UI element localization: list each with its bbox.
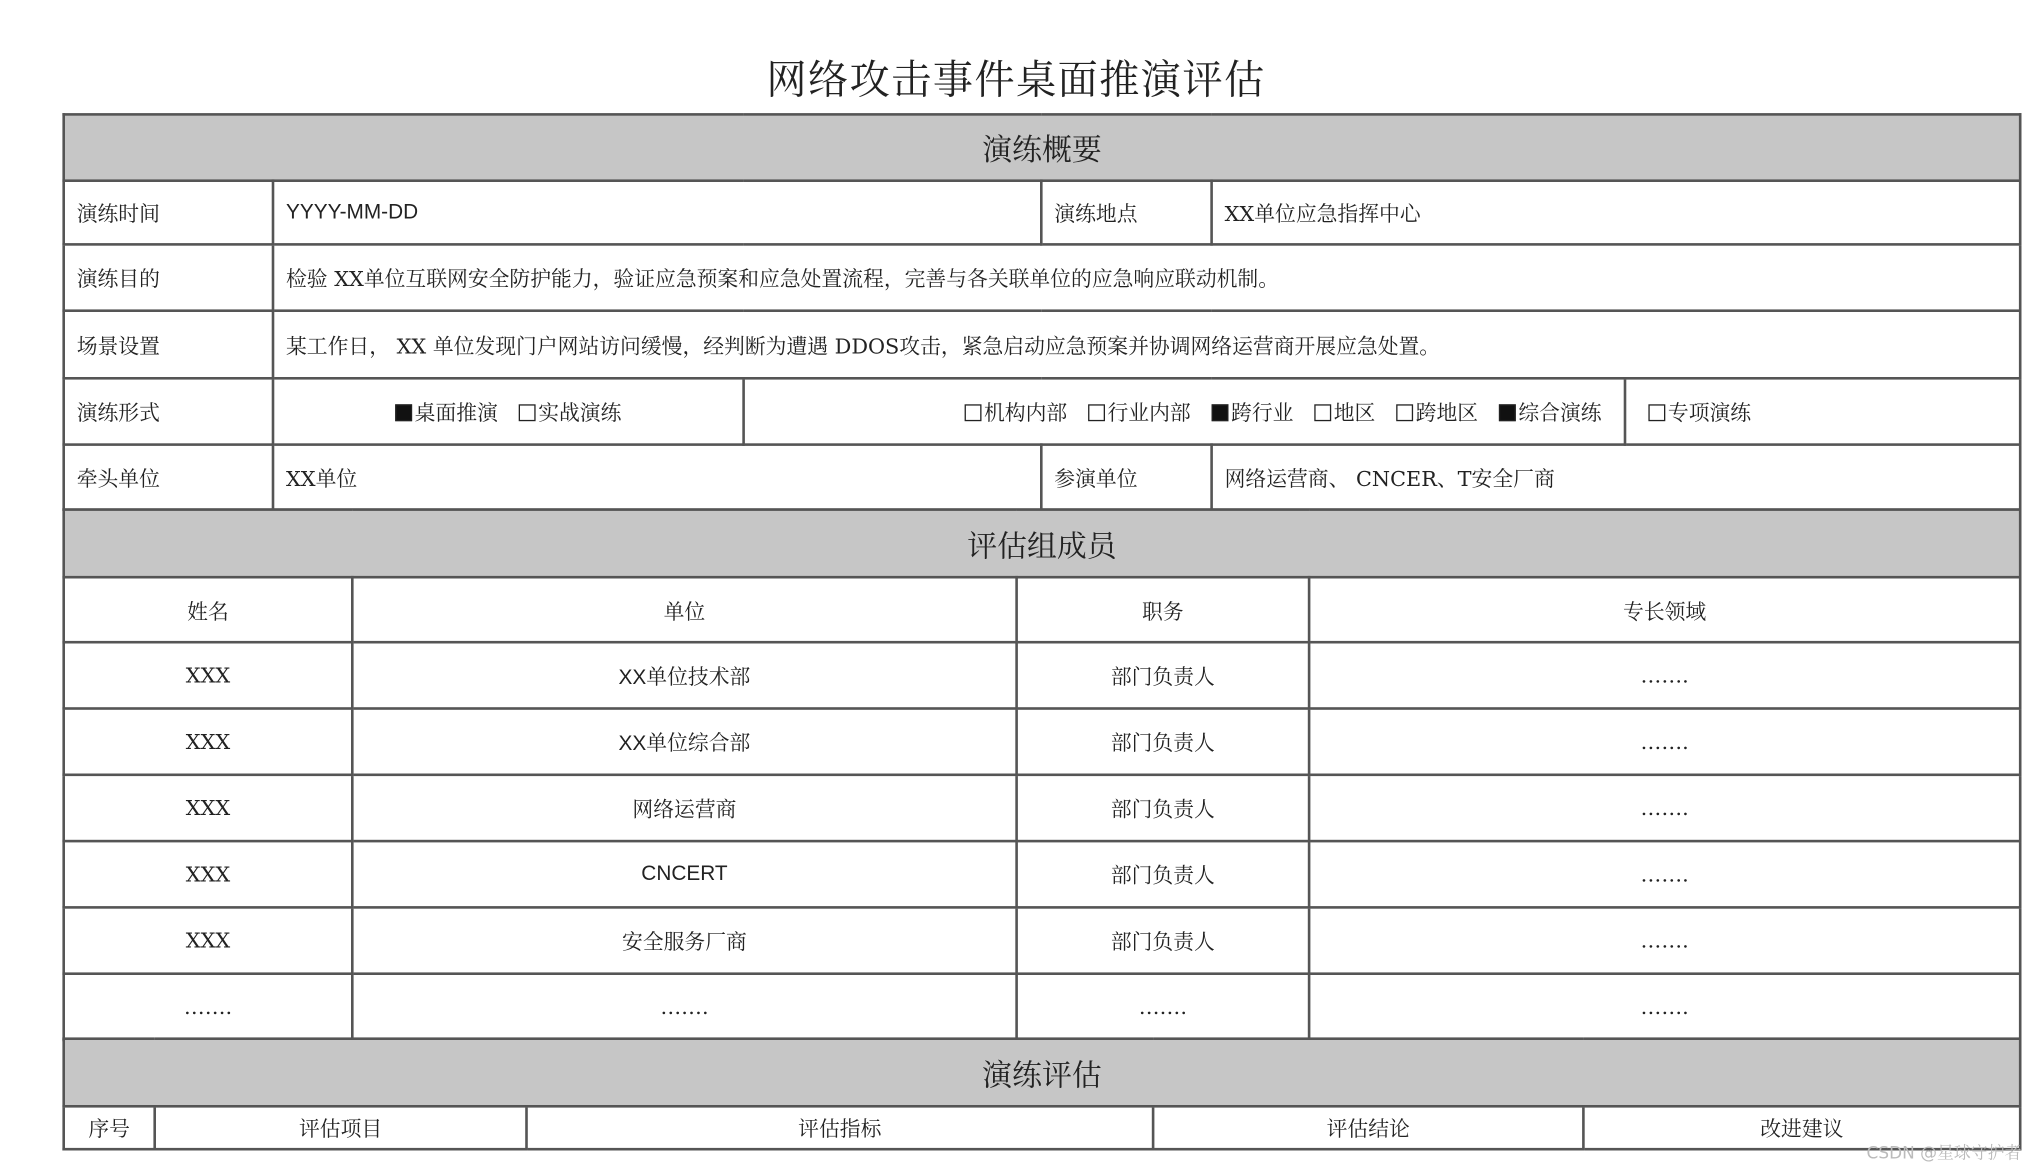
col-conclusion: 评估结论 — [1153, 1106, 1583, 1149]
col-position: 职务 — [1017, 577, 1310, 642]
scenario-label: 场景设置 — [64, 311, 273, 379]
member-unit: CNCERT — [352, 841, 1016, 907]
col-suggestion: 改进建议 — [1583, 1106, 2020, 1149]
purpose-label: 演练目的 — [64, 244, 273, 310]
member-name: XXX — [64, 907, 353, 973]
member-position: 部门负责人 — [1017, 709, 1310, 775]
place-value: XX单位应急指挥中心 — [1212, 181, 2021, 245]
table-row — [64, 907, 2021, 973]
table-row — [64, 974, 2021, 1040]
lead-value: XX单位 — [273, 445, 1041, 510]
form-group-kind — [1625, 378, 2020, 444]
form-option[interactable] — [519, 400, 622, 425]
members-table — [62, 508, 2021, 1041]
member-position: 部门负责人 — [1017, 642, 1310, 708]
member-expertise: ……. — [1309, 642, 2020, 708]
col-item: 评估项目 — [155, 1106, 527, 1149]
checkbox-icon[interactable] — [519, 404, 536, 421]
form-option[interactable] — [1396, 400, 1478, 425]
table-row — [64, 642, 2021, 708]
member-position: 部门负责人 — [1017, 841, 1310, 907]
form-option-label: 行业内部 — [1107, 400, 1191, 426]
member-position: 部门负责人 — [1017, 775, 1310, 841]
form-option-label: 专项演练 — [1667, 400, 1752, 426]
member-name: XXX — [64, 775, 353, 841]
overview-header: 演练概要 — [64, 114, 2021, 180]
page-title: 网络攻击事件桌面推演评估 — [766, 57, 1266, 104]
form-group-scope — [744, 378, 1625, 444]
form-option-label: 地区 — [1333, 400, 1376, 426]
form-option[interactable] — [1088, 400, 1191, 425]
checkbox-icon[interactable] — [964, 404, 981, 421]
table-row — [64, 775, 2021, 841]
evaluation-header: 演练评估 — [64, 1039, 2021, 1107]
member-unit: XX单位技术部 — [352, 642, 1016, 708]
col-index: 序号 — [64, 1106, 155, 1149]
member-unit: ……. — [352, 974, 1016, 1040]
member-unit: XX单位综合部 — [352, 709, 1016, 775]
form-option-label: 实战演练 — [538, 400, 622, 426]
watermark: CSDN @星球守护者 — [1866, 1144, 2022, 1164]
form-option[interactable] — [1648, 400, 1751, 425]
checkbox-icon[interactable] — [1648, 404, 1665, 421]
participants-label: 参演单位 — [1041, 445, 1211, 510]
time-value: YYYY-MM-DD — [273, 181, 1041, 245]
form-option[interactable] — [1499, 400, 1602, 425]
table-row — [64, 841, 2021, 907]
member-expertise: ……. — [1309, 709, 2020, 775]
form-option-label: 机构内部 — [983, 400, 1068, 426]
purpose-value: 检验 XX单位互联网安全防护能力，验证应急预案和应急处置流程，完善与各关联单位的应急响应联动机制。 — [273, 244, 2020, 310]
col-expertise: 专长领域 — [1309, 577, 2020, 642]
member-expertise: ……. — [1309, 974, 2020, 1040]
checkbox-icon[interactable] — [395, 404, 412, 421]
lead-label: 牵头单位 — [64, 445, 273, 510]
form-option[interactable] — [395, 400, 498, 425]
members-header: 评估组成员 — [64, 510, 2021, 578]
member-expertise: ……. — [1309, 841, 2020, 907]
scenario-value: 某工作日， XX 单位发现门户网站访问缓慢，经判断为遭遇 DDOS攻击，紧急启动应急预案并协调网络运营商开展应急处置。 — [273, 311, 2020, 379]
form-option[interactable] — [1314, 400, 1375, 425]
member-expertise: ……. — [1309, 775, 2020, 841]
member-name: XXX — [64, 709, 353, 775]
form-option[interactable] — [1212, 400, 1294, 425]
time-label: 演练时间 — [64, 181, 273, 245]
checkbox-icon[interactable] — [1396, 404, 1413, 421]
form-option-label: 跨行业 — [1231, 400, 1294, 426]
place-label: 演练地点 — [1041, 181, 1211, 245]
member-unit: 安全服务厂商 — [352, 907, 1016, 973]
checkbox-icon[interactable] — [1314, 404, 1331, 421]
form-option-label: 桌面推演 — [414, 400, 498, 426]
form-label: 演练形式 — [64, 378, 273, 444]
form-option[interactable] — [964, 400, 1067, 425]
member-position: ……. — [1017, 974, 1310, 1040]
member-name: XXX — [64, 841, 353, 907]
table-row — [64, 709, 2021, 775]
member-name: ……. — [64, 974, 353, 1040]
member-expertise: ……. — [1309, 907, 2020, 973]
form-option-label: 跨地区 — [1415, 400, 1479, 426]
col-indicator: 评估指标 — [527, 1106, 1154, 1149]
checkbox-icon[interactable] — [1499, 404, 1516, 421]
member-unit: 网络运营商 — [352, 775, 1016, 841]
evaluation-table — [62, 1037, 2021, 1150]
col-unit: 单位 — [352, 577, 1016, 642]
col-name: 姓名 — [64, 577, 353, 642]
form-group-type — [273, 378, 744, 444]
checkbox-icon[interactable] — [1088, 404, 1105, 421]
checkbox-icon[interactable] — [1212, 404, 1229, 421]
member-position: 部门负责人 — [1017, 907, 1310, 973]
member-name: XXX — [64, 642, 353, 708]
overview-table — [62, 113, 2021, 511]
participants-value: 网络运营商、 CNCER、T安全厂商 — [1212, 445, 2021, 510]
form-option-label: 综合演练 — [1518, 400, 1602, 426]
